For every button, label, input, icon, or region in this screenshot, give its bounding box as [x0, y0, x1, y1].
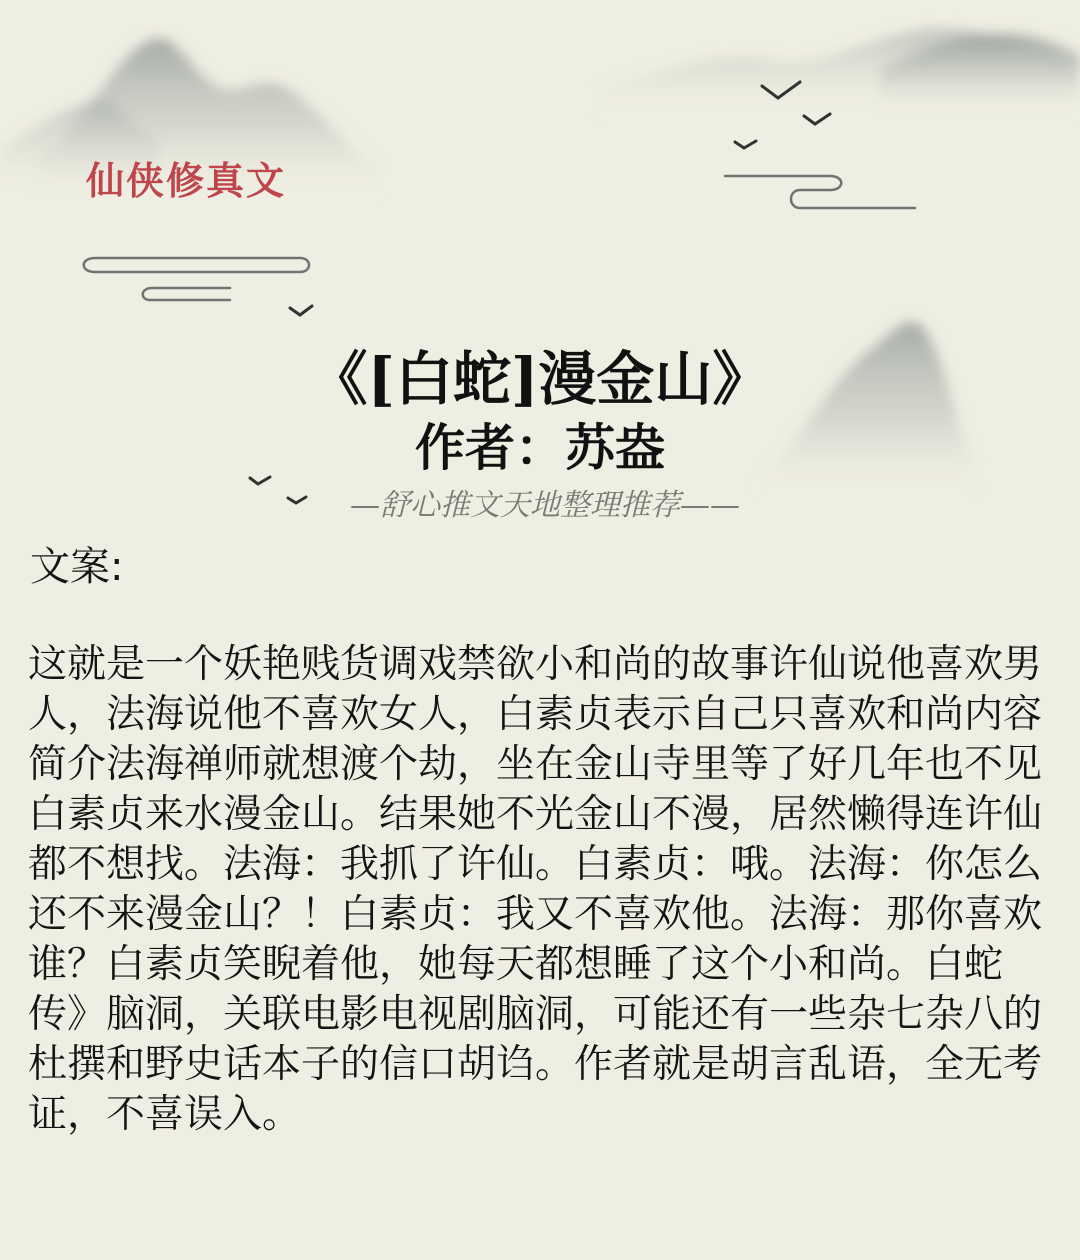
author-line: 作者：苏盎 [415, 418, 665, 477]
synopsis-text: 这就是一个妖艳贱货调戏禁欲小和尚的故事许仙说他喜欢男人，法海说他不喜欢女人，白素贞表示自己只喜欢和尚内容简介法海禅师就想渡个劫，坐在金山寺里等了好几年也不见白素贞来水漫金山。结果她不光金山不漫，居然懒得连许仙都不想找。法海：我抓了许仙。白素贞：哦。法海：你怎么还不来漫金山？！白素贞：我又不喜欢他。法海：那你喜欢谁？白素贞笑睨着他，她每天都想睡了这个小和尚。白蛇传》脑洞，关联电影电视剧脑洞，可能还有一些杂七杂八的杜撰和野史话本子的信口胡诌。作者就是胡言乱语，全无考证，不喜误入。 [28, 642, 1043, 1137]
mountain-top-right [600, 28, 1080, 120]
synopsis-label: 文案: [30, 544, 124, 590]
cloud-motif-left [84, 258, 309, 300]
recommend-credit: —舒心推文天地整理推荐—— [350, 488, 740, 523]
book-title: 《[白蛇]漫金山》 [309, 345, 771, 413]
cloud-motif-right [725, 176, 915, 208]
category-label: 仙侠修真文 [86, 158, 287, 203]
